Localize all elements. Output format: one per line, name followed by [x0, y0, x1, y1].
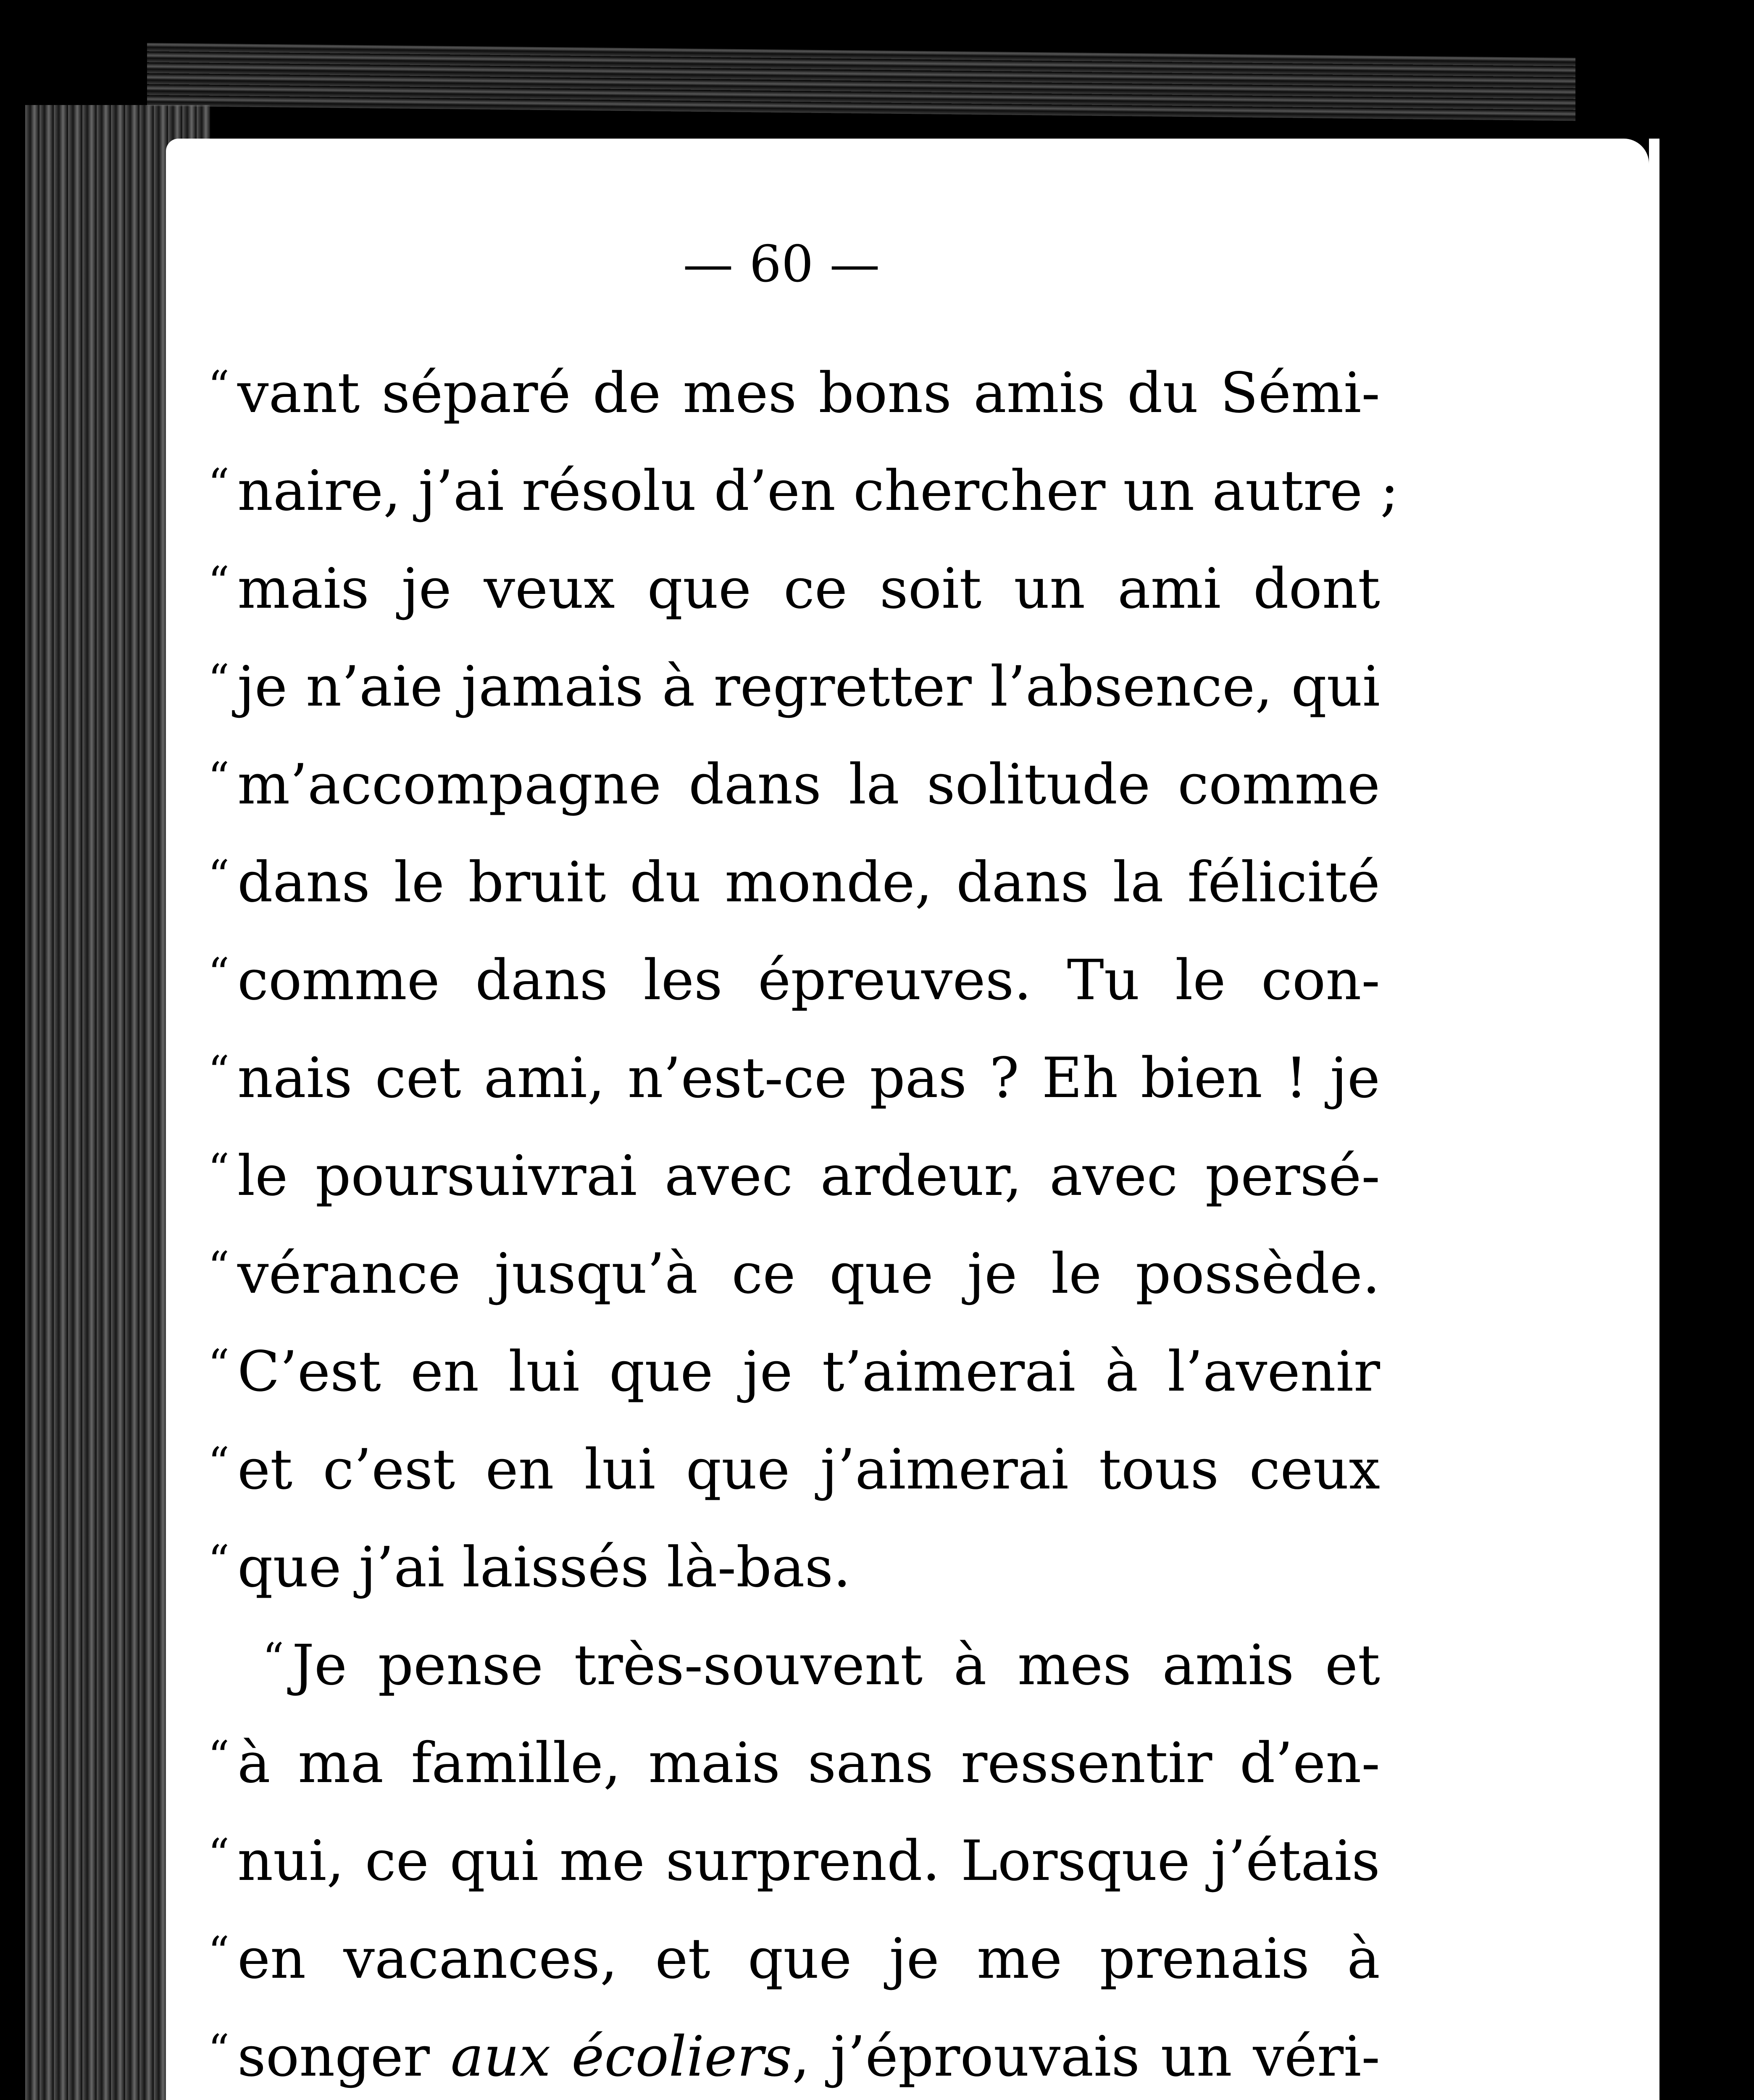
text-line: “ nui, ce qui me surprend. Lorsque j’étais [208, 1812, 1380, 1910]
text-line: “ dans le bruit du monde, dans la félicité [208, 834, 1380, 932]
quote-mark: “ [208, 1340, 230, 1389]
page-text [208, 344, 1399, 2100]
text-line: “ que j’ai laissés là-bas. [208, 1519, 1380, 1617]
quote-mark: “ [208, 362, 230, 411]
text-line: “ en vacances, et que je me prenais à [208, 1910, 1380, 2008]
quote-mark: “ [208, 1927, 230, 1977]
quote-mark: “ [208, 459, 230, 509]
quote-mark: “ [208, 1047, 230, 1096]
text-line: “ vérance jusqu’à ce que je le possède. [208, 1225, 1380, 1323]
quote-mark: “ [208, 655, 230, 704]
quote-mark: “ [208, 1536, 230, 1585]
text-line: “ m’accompagne dans la solitude comme [208, 736, 1380, 834]
quote-mark: “ [208, 949, 230, 998]
quote-mark: “ [208, 1144, 230, 1194]
page-number: — 60 — [683, 235, 880, 294]
quote-mark: “ [208, 1732, 230, 1781]
text-line: “ mais je veux que ce soit un ami dont [208, 540, 1380, 638]
quote-mark: “ [208, 1438, 230, 1487]
text-line: “ vant séparé de mes bons amis du Sémi- [208, 344, 1380, 442]
binding-edge [1659, 139, 1676, 2100]
text-line: “ à ma famille, mais sans ressentir d’en- [208, 1714, 1380, 1812]
text-line: “ naire, j’ai résolu d’en chercher un autre ; [208, 442, 1380, 540]
book-page [166, 139, 1649, 2100]
quote-mark: “ [208, 1830, 230, 1879]
quote-mark: “ [263, 1634, 284, 1683]
top-page-edges [147, 43, 1575, 121]
quote-mark: “ [208, 851, 230, 900]
italic-text: aux écoliers [450, 2024, 792, 2089]
text-line: “ songer aux écoliers, j’éprouvais un véri- [208, 2008, 1380, 2100]
text-line: “ et c’est en lui que j’aimerai tous ceux [208, 1421, 1380, 1519]
text-line: “ comme dans les épreuves. Tu le con- [208, 932, 1380, 1029]
quote-mark: “ [208, 2025, 230, 2074]
text-line: “ Je pense très-souvent à mes amis et [208, 1617, 1380, 1714]
text-line: “ C’est en lui que je t’aimerai à l’avenir [208, 1323, 1380, 1421]
text-line: “ le poursuivrai avec ardeur, avec persé- [208, 1127, 1380, 1225]
text-line: “ nais cet ami, n’est-ce pas ? Eh bien ! je [208, 1029, 1380, 1127]
text-line: “ je n’aie jamais à regretter l’absence, qui [208, 638, 1380, 736]
quote-mark: “ [208, 557, 230, 606]
quote-mark: “ [208, 1242, 230, 1292]
quote-mark: “ [208, 753, 230, 802]
